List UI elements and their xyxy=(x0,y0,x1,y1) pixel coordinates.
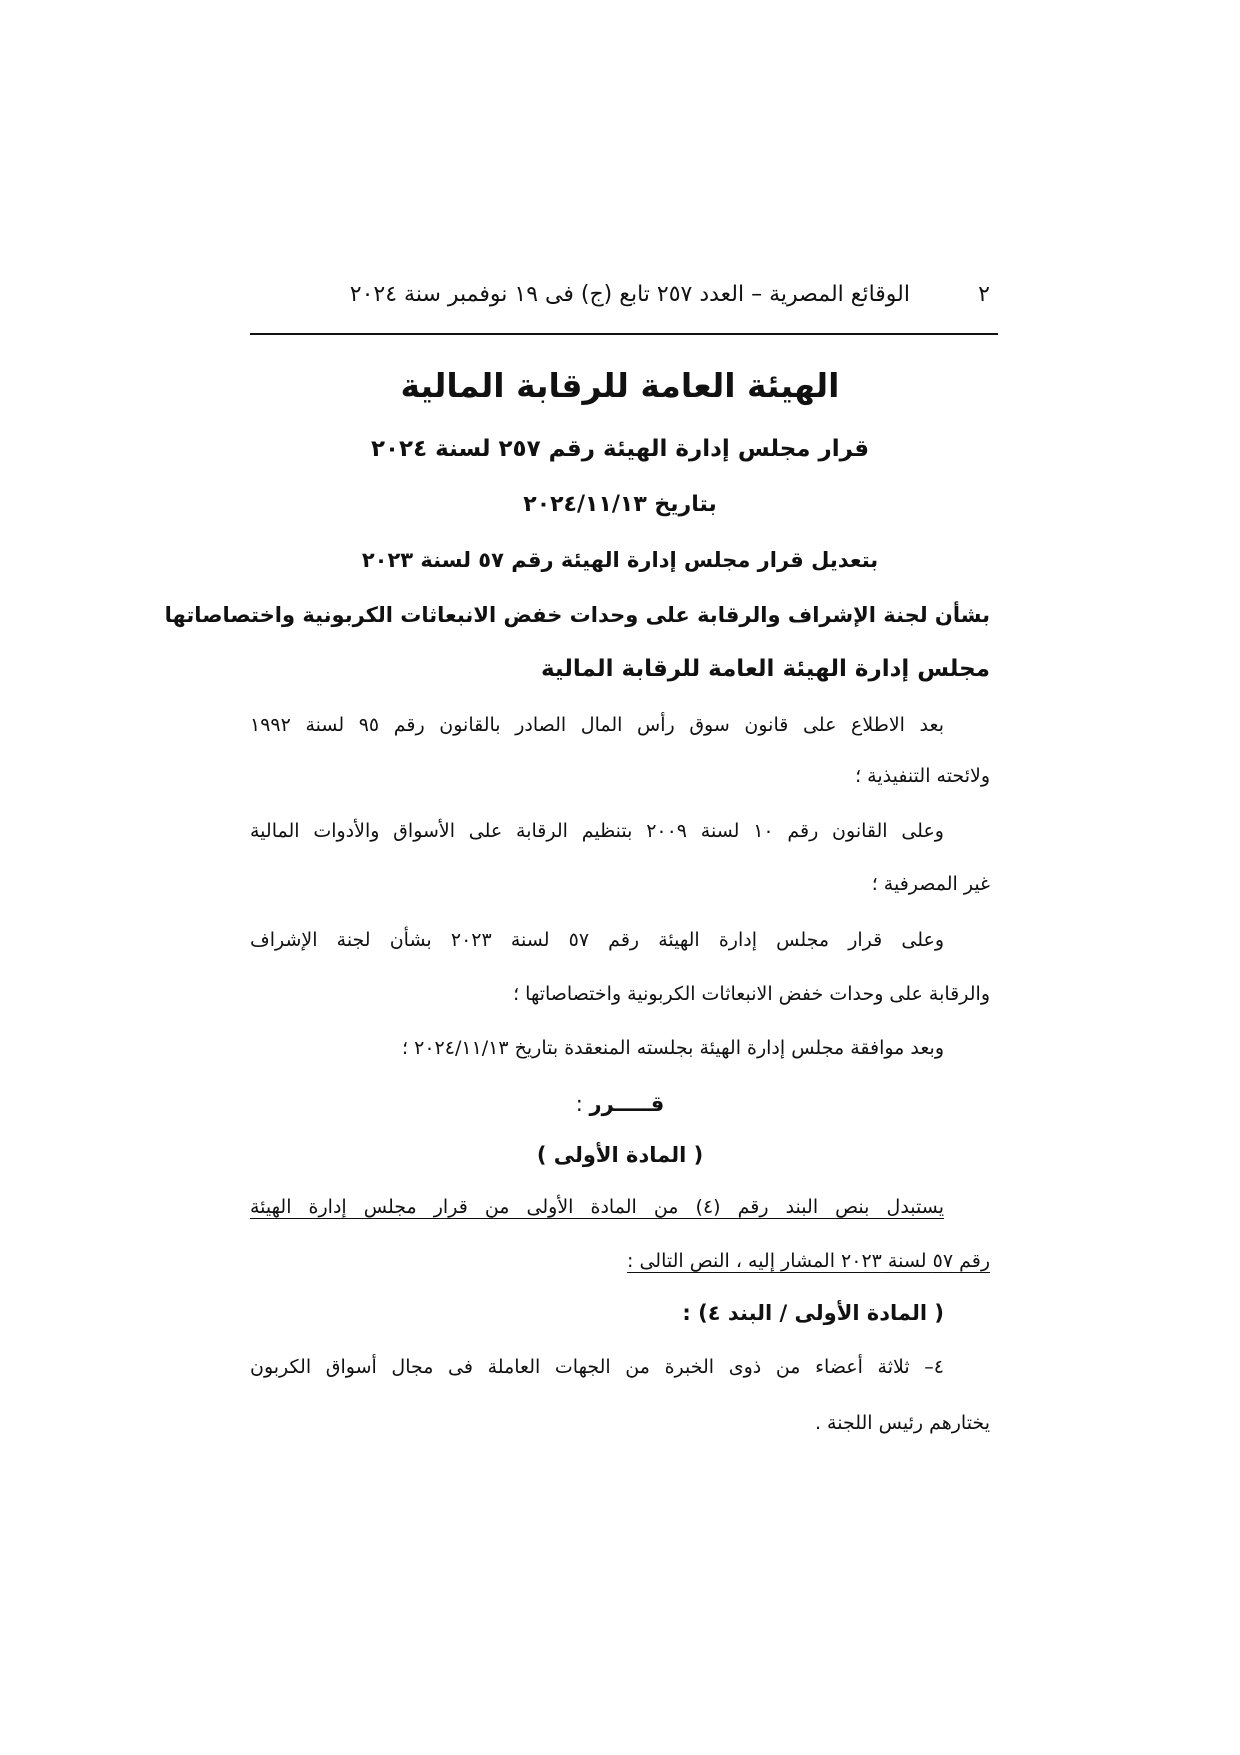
article-text-line: يستبدل بنص البند رقم (٤) من المادة الأولى من قرار مجلس إدارة الهيئة xyxy=(250,1196,944,1218)
clause-subheading: ( المادة الأولى / البند ٤) : xyxy=(682,1301,944,1325)
organization-title: الهيئة العامة للرقابة المالية xyxy=(400,366,840,405)
decision-date: بتاريخ ٢٠٢٤/١١/١٣ xyxy=(523,492,717,517)
decided-word: قـــــرر xyxy=(589,1092,665,1116)
running-header xyxy=(250,282,990,322)
preamble-line: وعلى القانون رقم ١٠ لسنة ٢٠٠٩ بتنظيم الرقابة على الأسواق والأدوات المالية xyxy=(250,820,944,842)
preamble-line: والرقابة على وحدات خفض الانبعاثات الكربونية واختصاصاتها ؛ xyxy=(513,983,990,1005)
decision-title: قرار مجلس إدارة الهيئة رقم ٢٥٧ لسنة ٢٠٢٤ xyxy=(370,436,870,462)
clause-text-line: ٤– ثلاثة أعضاء من ذوى الخبرة من الجهات العاملة فى مجال أسواق الكربون xyxy=(250,1356,944,1378)
decided-heading xyxy=(250,1092,990,1116)
amendment-line: بتعديل قرار مجلس إدارة الهيئة رقم ٥٧ لسنة ٢٠٢٣ xyxy=(361,548,879,572)
page-number: ٢ xyxy=(978,282,990,307)
preamble-line: بعد الاطلاع على قانون سوق رأس المال الصادر بالقانون رقم ٩٥ لسنة ١٩٩٢ xyxy=(250,714,944,736)
gazette-header-title: الوقائع المصرية – العدد ٢٥٧ تابع (ج) فى ١٩ نوفمبر سنة ٢٠٢٤ xyxy=(349,282,910,307)
preamble-line: وبعد موافقة مجلس إدارة الهيئة بجلسته المنعقدة بتاريخ ٢٠٢٤/١١/١٣ ؛ xyxy=(402,1037,944,1059)
article-heading: ( المادة الأولى ) xyxy=(536,1143,704,1167)
preamble-line: غير المصرفية ؛ xyxy=(871,873,990,895)
article-text-line: رقم ٥٧ لسنة ٢٠٢٣ المشار إليه ، النص التالى : xyxy=(627,1250,990,1272)
subject-line: بشأن لجنة الإشراف والرقابة على وحدات خفض الانبعاثات الكربونية واختصاصاتها xyxy=(164,603,990,627)
header-divider xyxy=(250,333,998,335)
preamble-line: ولائحته التنفيذية ؛ xyxy=(855,765,990,787)
decided-colon: : xyxy=(575,1092,590,1116)
board-heading: مجلس إدارة الهيئة العامة للرقابة المالية xyxy=(540,656,990,682)
preamble-line: وعلى قرار مجلس إدارة الهيئة رقم ٥٧ لسنة ٢٠٢٣ بشأن لجنة الإشراف xyxy=(250,929,944,951)
clause-text-line: يختارهم رئيس اللجنة . xyxy=(814,1412,990,1434)
